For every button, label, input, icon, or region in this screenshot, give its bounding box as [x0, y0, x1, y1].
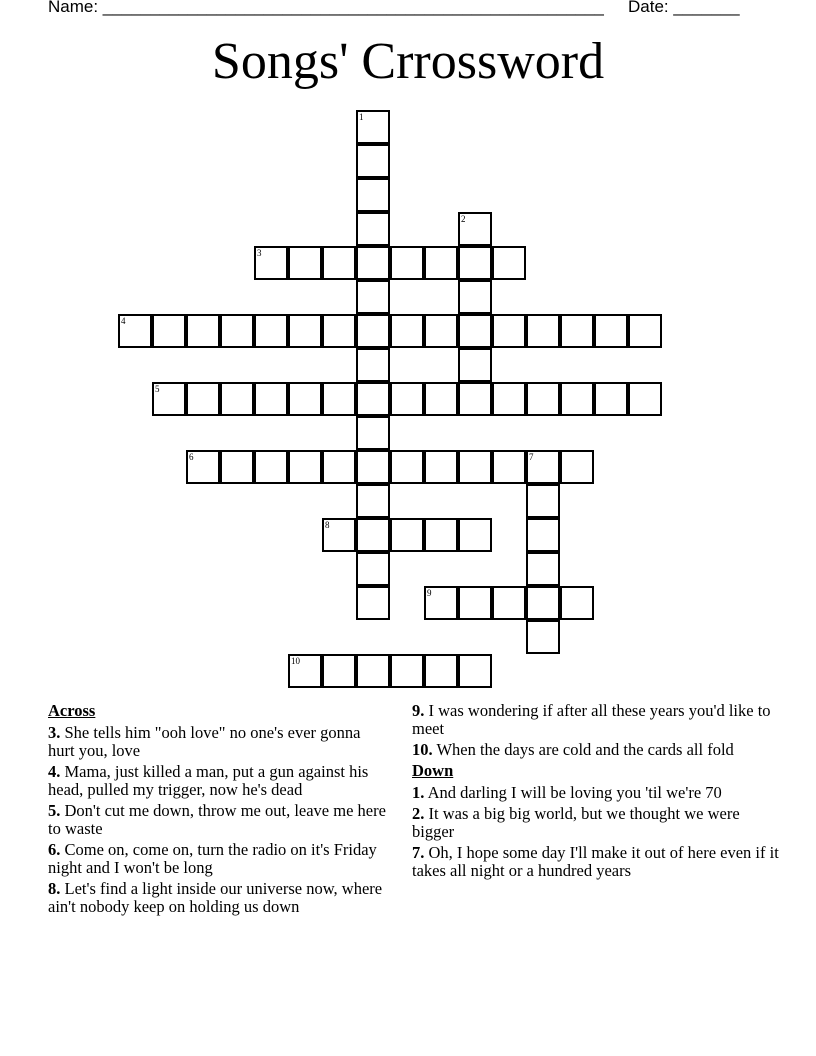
clue-number: 4. — [48, 762, 61, 781]
grid-cell[interactable] — [526, 552, 560, 586]
grid-cell[interactable] — [152, 314, 186, 348]
clue-text: It was a big big world, but we thought we were bigger — [412, 804, 740, 841]
grid-cell[interactable] — [560, 382, 594, 416]
grid-cell[interactable] — [594, 382, 628, 416]
grid-cell[interactable] — [594, 314, 628, 348]
grid-cell[interactable] — [356, 552, 390, 586]
grid-cell[interactable] — [424, 586, 458, 620]
grid-cell[interactable] — [628, 314, 662, 348]
clues-right-column — [412, 702, 782, 883]
grid-cell[interactable] — [424, 314, 458, 348]
grid-cell[interactable] — [492, 586, 526, 620]
clue-across-9 — [412, 702, 782, 738]
grid-cell[interactable] — [254, 246, 288, 280]
clue-number: 6. — [48, 840, 61, 859]
cell-number: 10 — [291, 656, 300, 666]
grid-cell[interactable] — [356, 654, 390, 688]
grid-cell[interactable] — [356, 518, 390, 552]
grid-cell[interactable] — [356, 212, 390, 246]
cell-number: 7 — [529, 452, 534, 462]
clue-number: 2. — [412, 804, 425, 823]
grid-cell[interactable] — [356, 178, 390, 212]
grid-cell[interactable] — [322, 246, 356, 280]
clue-across-4 — [48, 763, 388, 799]
grid-cell[interactable] — [424, 450, 458, 484]
grid-cell[interactable] — [356, 416, 390, 450]
grid-cell[interactable] — [492, 450, 526, 484]
grid-cell[interactable] — [220, 382, 254, 416]
clue-text: I was wondering if after all these years you'd like to meet — [412, 701, 771, 738]
grid-cell[interactable] — [560, 450, 594, 484]
grid-cell[interactable] — [254, 314, 288, 348]
clue-text: Come on, come on, turn the radio on it's Friday night and I won't be long — [48, 840, 377, 877]
grid-cell[interactable] — [390, 518, 424, 552]
clue-text: Let's find a light inside our universe now, where ain't nobody keep on holding us down — [48, 879, 383, 916]
grid-cell[interactable] — [492, 382, 526, 416]
clue-text: Mama, just killed a man, put a gun against his head, pulled my trigger, now he's dead — [48, 762, 369, 799]
grid-cell[interactable] — [526, 484, 560, 518]
cell-number: 8 — [325, 520, 330, 530]
grid-cell[interactable] — [356, 314, 390, 348]
grid-cell[interactable] — [356, 144, 390, 178]
clue-number: 10. — [412, 740, 433, 759]
clue-number: 1. — [412, 783, 425, 802]
grid-cell[interactable] — [356, 246, 390, 280]
clue-across-5 — [48, 802, 388, 838]
grid-cell[interactable] — [526, 518, 560, 552]
grid-cell[interactable] — [492, 314, 526, 348]
name-field-label: Name: _____________________________________________________ — [48, 0, 604, 16]
clue-across-8 — [48, 880, 388, 916]
grid-cell[interactable] — [458, 586, 492, 620]
across-heading: Across — [48, 701, 96, 720]
grid-cell[interactable] — [186, 450, 220, 484]
clue-number: 7. — [412, 843, 425, 862]
grid-cell[interactable] — [186, 382, 220, 416]
grid-cell[interactable] — [254, 450, 288, 484]
cell-number: 1 — [359, 112, 364, 122]
clue-number: 9. — [412, 701, 425, 720]
grid-cell[interactable] — [322, 450, 356, 484]
grid-cell[interactable] — [356, 348, 390, 382]
grid-cell[interactable] — [526, 450, 560, 484]
grid-cell[interactable] — [424, 654, 458, 688]
page-title: Songs' Crrossword — [211, 33, 605, 90]
clue-number: 8. — [48, 879, 61, 898]
grid-cell[interactable] — [458, 314, 492, 348]
grid-cell[interactable] — [356, 110, 390, 144]
clue-down-2 — [412, 805, 782, 841]
grid-cell[interactable] — [220, 450, 254, 484]
grid-cell[interactable] — [390, 382, 424, 416]
clue-text: Oh, I hope some day I'll make it out of here even if it takes all night or a hundred years — [412, 843, 779, 880]
grid-cell[interactable] — [458, 654, 492, 688]
grid-cell[interactable] — [356, 586, 390, 620]
clue-across-10 — [412, 741, 782, 759]
clue-text: And darling I will be loving you 'til we're 70 — [424, 783, 722, 802]
cell-number: 3 — [257, 248, 262, 258]
grid-cell[interactable] — [322, 654, 356, 688]
grid-cell[interactable] — [526, 382, 560, 416]
cell-number: 9 — [427, 588, 432, 598]
grid-cell[interactable] — [458, 518, 492, 552]
clue-number: 3. — [48, 723, 61, 742]
grid-cell[interactable] — [118, 314, 152, 348]
clue-across-6 — [48, 841, 388, 877]
grid-cell[interactable] — [458, 348, 492, 382]
clue-number: 5. — [48, 801, 61, 820]
grid-cell[interactable] — [220, 314, 254, 348]
grid-cell[interactable] — [424, 246, 458, 280]
grid-cell[interactable] — [390, 450, 424, 484]
grid-cell[interactable] — [424, 518, 458, 552]
grid-cell[interactable] — [288, 450, 322, 484]
grid-cell[interactable] — [458, 382, 492, 416]
date-field-label: Date: _______ — [628, 0, 740, 16]
clues-left-column — [48, 702, 388, 919]
grid-cell[interactable] — [424, 382, 458, 416]
grid-cell[interactable] — [390, 654, 424, 688]
grid-cell[interactable] — [526, 620, 560, 654]
grid-cell[interactable] — [526, 314, 560, 348]
grid-cell[interactable] — [322, 314, 356, 348]
grid-cell[interactable] — [288, 314, 322, 348]
grid-cell[interactable] — [288, 382, 322, 416]
grid-cell[interactable] — [356, 450, 390, 484]
grid-cell[interactable] — [254, 382, 288, 416]
clue-down-1 — [412, 784, 782, 802]
grid-cell[interactable] — [458, 212, 492, 246]
cell-number: 4 — [121, 316, 126, 326]
grid-cell[interactable] — [458, 280, 492, 314]
grid-cell[interactable] — [152, 382, 186, 416]
cell-number: 6 — [189, 452, 194, 462]
grid-cell[interactable] — [458, 450, 492, 484]
grid-cell[interactable] — [526, 586, 560, 620]
grid-cell[interactable] — [458, 246, 492, 280]
grid-cell[interactable] — [322, 518, 356, 552]
cell-number: 5 — [155, 384, 160, 394]
grid-cell[interactable] — [356, 382, 390, 416]
down-heading: Down — [412, 761, 454, 780]
grid-cell[interactable] — [186, 314, 220, 348]
grid-cell[interactable] — [288, 246, 322, 280]
grid-cell[interactable] — [390, 314, 424, 348]
grid-cell[interactable] — [288, 654, 322, 688]
clue-text: She tells him "ooh love" no one's ever gonna hurt you, love — [48, 723, 361, 760]
grid-cell[interactable] — [560, 314, 594, 348]
grid-cell[interactable] — [356, 280, 390, 314]
clue-text: Don't cut me down, throw me out, leave me here to waste — [48, 801, 386, 838]
clue-down-7 — [412, 844, 782, 880]
clue-text: When the days are cold and the cards all fold — [432, 740, 734, 759]
grid-cell[interactable] — [356, 484, 390, 518]
cell-number: 2 — [461, 214, 466, 224]
grid-cell[interactable] — [322, 382, 356, 416]
grid-cell[interactable] — [390, 246, 424, 280]
clue-across-3 — [48, 724, 388, 760]
grid-cell[interactable] — [628, 382, 662, 416]
grid-cell[interactable] — [560, 586, 594, 620]
grid-cell[interactable] — [492, 246, 526, 280]
